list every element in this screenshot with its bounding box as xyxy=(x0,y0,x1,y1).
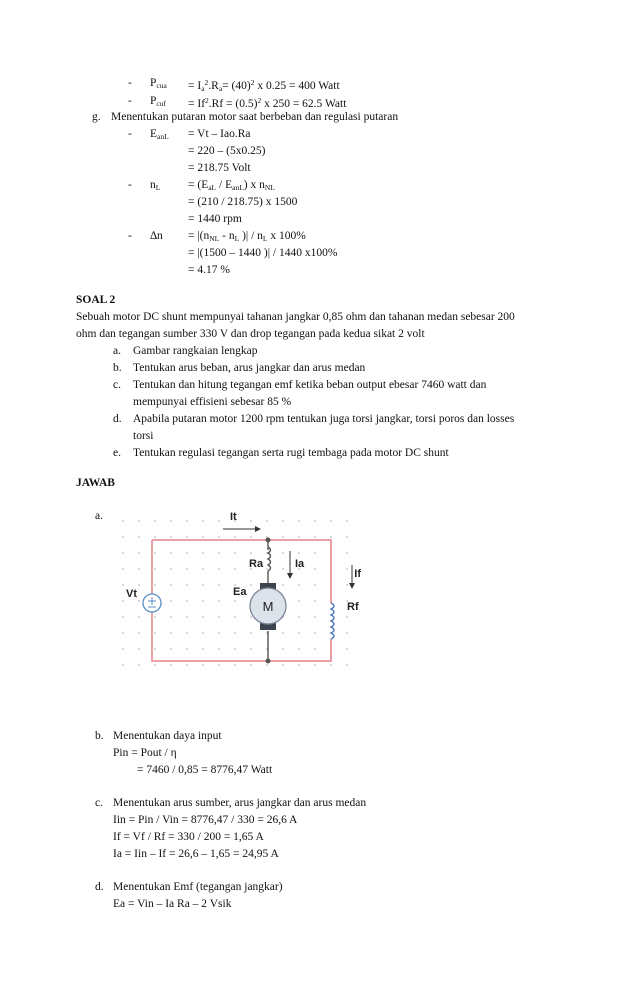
nl-line-3: = 1440 rpm xyxy=(188,213,242,225)
soal2-item-text: mempunyai effisieni sebesar 85 % xyxy=(133,396,292,408)
part-d-line-1: Ea = Vin – Ia Ra – 2 Vsik xyxy=(113,898,232,910)
part-c-line-2: If = Vf / Rf = 330 / 200 = 1,65 A xyxy=(113,831,264,843)
nl-label: $n_L$ xyxy=(150,179,161,192)
part-b-text: Menentukan daya input xyxy=(113,730,222,742)
soal2-item-letter: c. xyxy=(113,379,121,391)
part-c-line-1: Iin = Pin / Vin = 8776,47 / 330 = 26,6 A xyxy=(113,814,298,826)
dn-line-3: = 4.17 % xyxy=(188,264,230,276)
junction-top xyxy=(266,538,271,543)
eanl-line-1: = Vt – Iao.Ra xyxy=(188,128,251,140)
pcua-label: $P_{cua}$ xyxy=(150,77,167,90)
part-c-letter: c. xyxy=(95,797,103,809)
junction-bottom xyxy=(266,659,271,664)
vt-label: Vt xyxy=(126,588,137,600)
shunt-motor-circuit xyxy=(105,503,365,675)
soal2-item-text: Apabila putaran motor 1200 rpm tentukan juga torsi jangkar, torsi poros dan losses xyxy=(133,413,515,425)
part-b-line-2: = 7460 / 0,85 = 8776,47 Watt xyxy=(137,764,273,776)
motor-label: M xyxy=(262,599,274,614)
pcuf-equation: = $If^2.Rf = (0.5)^2$ x 250 = 62.5 Watt xyxy=(188,96,347,110)
part-c-line-3: Ia = Iin – If = 26,6 – 1,65 = 24,95 A xyxy=(113,848,279,860)
part-b-line-1: Pin = Pout / η xyxy=(113,747,177,759)
eanl-line-3: = 218.75 Volt xyxy=(188,162,251,174)
pcuf-label: $P_{cuf}$ xyxy=(150,95,166,108)
soal2-item-letter: e. xyxy=(113,447,121,459)
soal2-heading: SOAL 2 xyxy=(76,294,116,306)
dn-line-2: = |(1500 – 1440 )| / 1440 x100% xyxy=(188,247,338,259)
pcua-equation: = $I_a^2.R_a= (40)^2$ x 0.25 = 400 Watt xyxy=(188,78,340,93)
eanl-line-2: = 220 – (5x0.25) xyxy=(188,145,266,157)
eanl-dash: - xyxy=(128,128,132,140)
ia-label: Ia xyxy=(295,558,305,570)
soal2-item-letter: d. xyxy=(113,413,122,425)
part-a-letter: a. xyxy=(95,510,103,522)
soal2-item-text: Tentukan dan hitung tegangan emf ketika beban output ebesar 7460 watt dan xyxy=(133,379,487,391)
it-label: It xyxy=(230,511,237,523)
part-d-text: Menentukan Emf (tegangan jangkar) xyxy=(113,881,283,893)
soal2-item-letter: a. xyxy=(113,345,121,357)
part-g-text: Menentukan putaran motor saat berbeban dan regulasi putaran xyxy=(111,111,399,123)
part-d-letter: d. xyxy=(95,881,104,893)
soal2-item-text: torsi xyxy=(133,430,154,442)
pcuf-dash: - xyxy=(128,95,132,107)
eanl-label: $E_{anL}$ xyxy=(150,128,169,141)
soal2-intro-line-2: ohm dan tegangan sumber 330 V dan drop tegangan pada kedua sikat 2 volt xyxy=(76,328,425,340)
pcua-dash: - xyxy=(128,77,132,89)
dn-label: ∆n xyxy=(150,230,163,242)
nl-dash: - xyxy=(128,179,132,191)
part-b-letter: b. xyxy=(95,730,104,742)
soal2-item-text: Gambar rangkaian lengkap xyxy=(133,345,258,357)
part-g-letter: g. xyxy=(92,111,101,123)
dn-dash: - xyxy=(128,230,132,242)
nl-line-2: = (210 / 218.75) x 1500 xyxy=(188,196,298,208)
ea-label: Ea xyxy=(233,586,247,598)
soal2-intro-line-1: Sebuah motor DC shunt mempunyai tahanan jangkar 0,85 ohm dan tahanan medan sebesar 200 xyxy=(76,311,515,323)
soal2-item-text: Tentukan arus beban, arus jangkar dan arus medan xyxy=(133,362,366,374)
soal2-item-text: Tentukan regulasi tegangan serta rugi tembaga pada motor DC shunt xyxy=(133,447,449,459)
part-c-text: Menentukan arus sumber, arus jangkar dan arus medan xyxy=(113,797,367,809)
if-label: If xyxy=(354,568,361,580)
rf-label: Rf xyxy=(347,601,359,613)
jawab-heading: JAWAB xyxy=(76,477,115,489)
dn-line-1: = $|(n_{NL} - n_L$ )| / $n_L$ x 100% xyxy=(188,230,306,243)
ra-label: Ra xyxy=(249,558,264,570)
nl-line-1: = $(E_{aL} / E_{anL})$ x $n_{NL}$ xyxy=(188,179,275,192)
soal2-item-letter: b. xyxy=(113,362,122,374)
